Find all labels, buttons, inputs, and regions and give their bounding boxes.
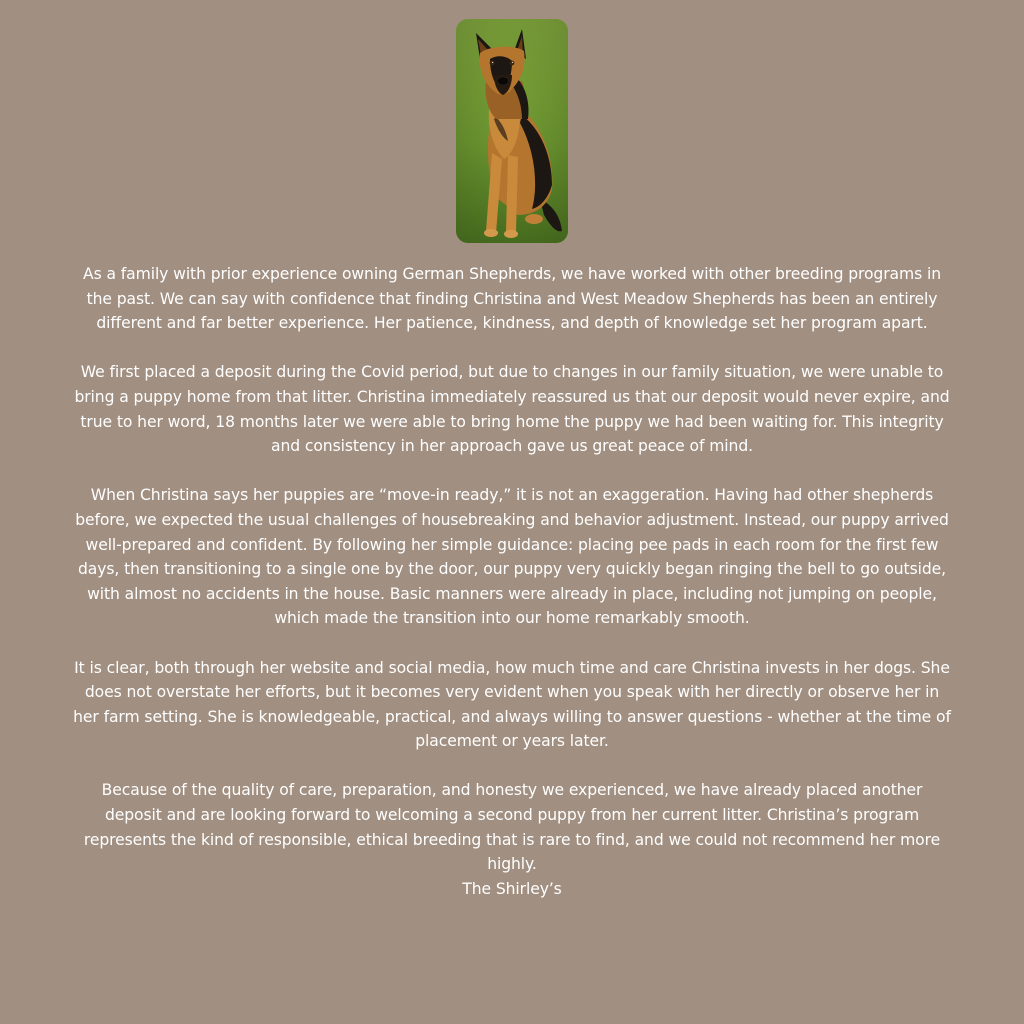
testimonial-text <box>72 262 952 901</box>
testimonial-paragraph-3: When Christina says her puppies are “move-in ready,” it is not an exaggeration. Having had other shepherds before, we expected the usual challenges of housebreaking and behavior adjustment. Instead, our puppy arrived well-prepared and confident. By following her simple guidance: placing pee pads in each room for the first few days, then transitioning to a single one by the door, our puppy very quickly began ringing the bell to go outside, with almost no accidents in the house. Basic manners were already in place, including not jumping on people, which made the transition into our home remarkably smooth. <box>75 486 949 628</box>
testimonial-paragraph-2: We first placed a deposit during the Covid period, but due to changes in our family situation, we were unable to bring a puppy home from that litter. Christina immediately reassured us that our deposit would never expire, and true to her word, 18 months later we were able to bring home the puppy we had been waiting for. This integrity and consistency in her approach gave us great peace of mind. <box>74 363 950 456</box>
testimonial-paragraph-4: It is clear, both through her website and social media, how much time and care Christina invests in her dogs. She does not overstate her efforts, but it becomes very evident when you speak with her directly or observe her in her farm setting. She is knowledgeable, practical, and always willing to answer questions - whether at the time of placement or years later. <box>73 658 951 751</box>
testimonial-paragraph-5: Because of the quality of care, preparation, and honesty we experienced, we have already placed another deposit and are looking forward to welcoming a second puppy from her current litter. Christina’s program represents the kind of responsible, ethical breeding that is rare to find, and we could not recommend her more highly. <box>83 781 941 874</box>
testimonial-signature: The Shirley’s <box>462 879 562 898</box>
testimonial-paragraph-1: As a family with prior experience owning German Shepherds, we have worked with other breeding programs in the past. We can say with confidence that finding Christina and West Meadow Shepherds has been an entirely different and far better experience. Her patience, kindness, and depth of knowledge set her program apart. <box>83 265 941 333</box>
german-shepherd-icon <box>456 19 568 243</box>
german-shepherd-photo <box>456 19 568 243</box>
